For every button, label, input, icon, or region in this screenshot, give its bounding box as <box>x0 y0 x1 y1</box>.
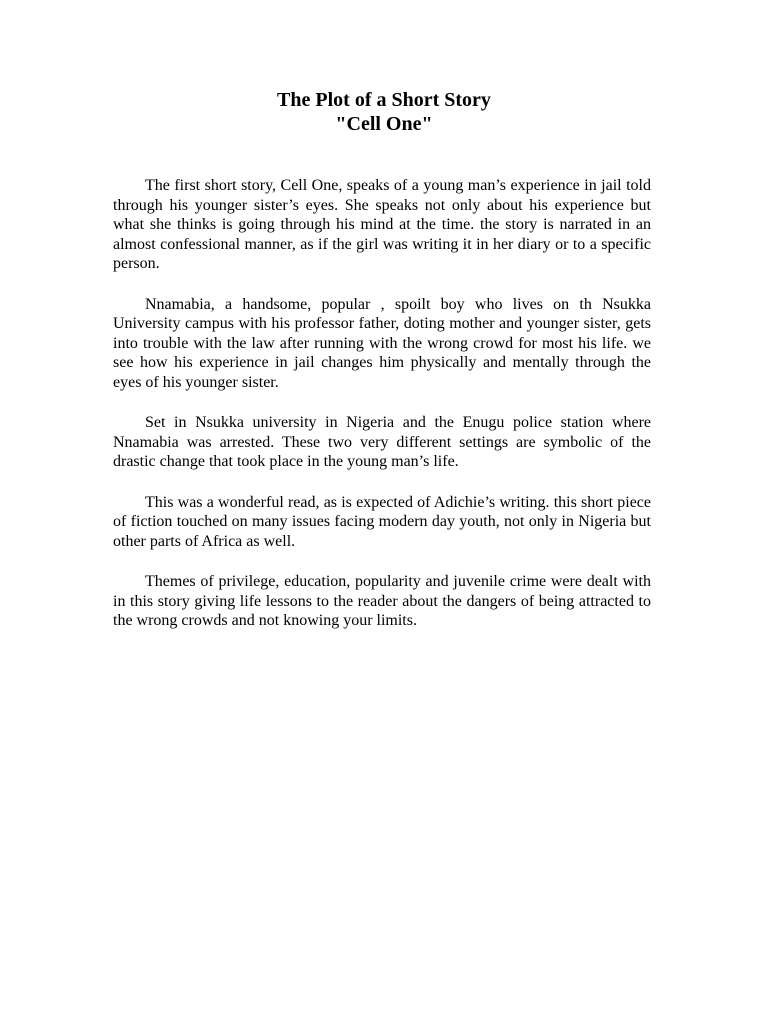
paragraph: The first short story, Cell One, speaks of a young man’s experience in jail told through his younger sister’s eyes. She speaks not only about his experience but what she thinks is going through his mind at the time. the story is narrated in an almost confessional manner, as if the girl was writing it in her diary or to a specific person. <box>113 177 651 272</box>
paragraph: Nnamabia, a handsome, popular , spoilt boy who lives on th Nsukka University campus with his professor father, doting mother and younger sister, gets into trouble with the law after running with the wrong crowd for most his life. we see how his experience in jail changes him physically and mentally through the eyes of his younger sister. <box>113 295 651 391</box>
document-title <box>0 88 768 136</box>
paragraph: Themes of privilege, education, popularity and juvenile crime were dealt with in this story giving life lessons to the reader about the dangers of being attracted to the wrong crowds and not knowing your limits. <box>113 573 651 629</box>
title-line-2: "Cell One" <box>335 113 433 135</box>
paragraph: Set in Nsukka university in Nigeria and the Enugu police station where Nnamabia was arrested. These two very different settings are symbolic of the drastic change that took place in the young man’s life. <box>113 414 651 470</box>
title-line-1: The Plot of a Short Story <box>277 89 491 111</box>
paragraph: This was a wonderful read, as is expected of Adichie’s writing. this short piece of fiction touched on many issues facing modern day youth, not only in Nigeria but other parts of Africa as well. <box>113 493 651 550</box>
document-body <box>113 176 651 652</box>
